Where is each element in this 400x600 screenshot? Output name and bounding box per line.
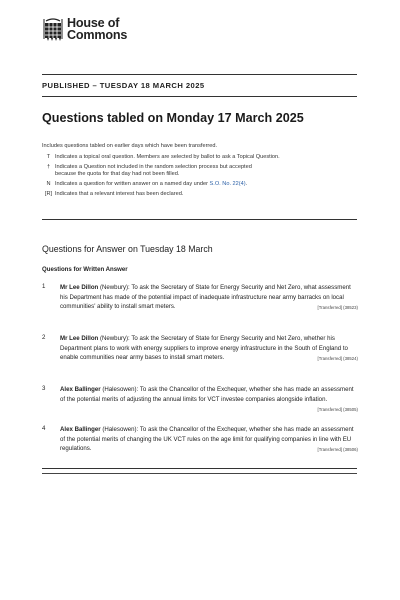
page-title: Questions tabled on Monday 17 March 2025 — [42, 111, 304, 125]
legend-text-end: . — [245, 181, 248, 188]
question-number: 1 — [42, 283, 46, 290]
section-subheading: Questions for Written Answer — [42, 266, 128, 273]
question-number: 4 — [42, 425, 46, 432]
question-reference: [Transferred] (38524) — [317, 356, 358, 362]
published-date: PUBLISHED – TUESDAY 18 MARCH 2025 — [42, 81, 205, 90]
question-item — [42, 425, 358, 455]
legend-item — [42, 181, 362, 188]
constituency: (Halesowen): — [100, 426, 139, 433]
logo-text-line1: House of — [67, 16, 120, 30]
question-text: To ask the Chancellor of the Exchequer, whether she has made an assessment of the potential merits of adjusting the annual limits for VCT investee companies alongside inflation. — [60, 386, 354, 403]
end-rule — [42, 468, 357, 469]
question-reference: [Transferred] (38505) — [317, 407, 358, 413]
question-text: To ask the Secretary of State for Energy Security and Net Zero, what assessment his Department has made of the potential impact of inadequate infrastructure near army barracks on local communities' ability to install smart meters. — [60, 284, 351, 311]
question-body — [60, 425, 358, 454]
legend-text: Indicates that a relevant interest has been declared. — [55, 191, 184, 198]
legend-symbol: † — [46, 163, 51, 170]
constituency: (Newbury): — [98, 284, 130, 291]
legend-symbol: N — [46, 181, 51, 188]
question-number: 3 — [42, 385, 46, 392]
constituency: (Halesowen): — [100, 386, 139, 393]
question-body — [60, 385, 358, 413]
question-reference: [Transferred] (38506) — [317, 447, 358, 453]
end-rule-double — [42, 473, 357, 474]
standing-order-link[interactable]: S.O. No. 22(4) — [209, 181, 246, 188]
logo-wordmark — [67, 17, 127, 41]
member-name: Alex Ballinger — [60, 426, 101, 433]
legend-text: Indicates a Question not included in the random selection process but accepted because the quota for that day had not been filled. — [55, 163, 252, 178]
question-text: To ask the Chancellor of the Exchequer, whether she has made an assessment of the potential merits of changing the UK VCT rules on the age limit for qualifying companies in line with EU regulations. — [60, 426, 354, 453]
question-body — [60, 334, 358, 363]
section-heading: Questions for Answer on Tuesday 18 March — [42, 244, 213, 254]
top-rule — [42, 74, 357, 75]
question-number: 2 — [42, 334, 46, 341]
legend-rule — [42, 219, 357, 220]
legend-symbol: [R] — [44, 191, 53, 198]
member-name: Alex Ballinger — [60, 386, 101, 393]
question-body — [60, 283, 358, 312]
member-name: Mr Lee Dillon — [60, 284, 99, 291]
legend-text-main: Indicates a question for written answer on a named day under — [55, 181, 210, 188]
intro-text: Includes questions tabled on earlier days which have been transferred. — [42, 143, 218, 149]
question-item — [42, 283, 358, 313]
question-text: To ask the Secretary of State for Energy Security and Net Zero, whether his Department plans to work with energy suppliers to improve energy infrastructure in the South of England to enable communities near army bases to install smart meters. — [60, 335, 348, 362]
legend-text: Indicates a topical oral question. Members are selected by ballot to ask a Topical Question. — [55, 154, 280, 160]
legend-item — [42, 164, 362, 179]
logo-text-line2: Commons — [67, 28, 128, 42]
question-reference: [Transferred] (38523) — [317, 305, 358, 311]
symbol-legend — [42, 154, 362, 201]
legend-symbol: T — [46, 154, 51, 160]
house-of-commons-logo — [42, 17, 127, 41]
portcullis-icon — [42, 17, 64, 41]
constituency: (Newbury): — [98, 335, 130, 342]
question-item — [42, 334, 358, 364]
question-item — [42, 385, 358, 415]
legend-item — [42, 191, 362, 198]
published-rule — [42, 96, 357, 97]
legend-item — [42, 154, 362, 161]
member-name: Mr Lee Dillon — [60, 335, 99, 342]
legend-text — [55, 181, 362, 188]
